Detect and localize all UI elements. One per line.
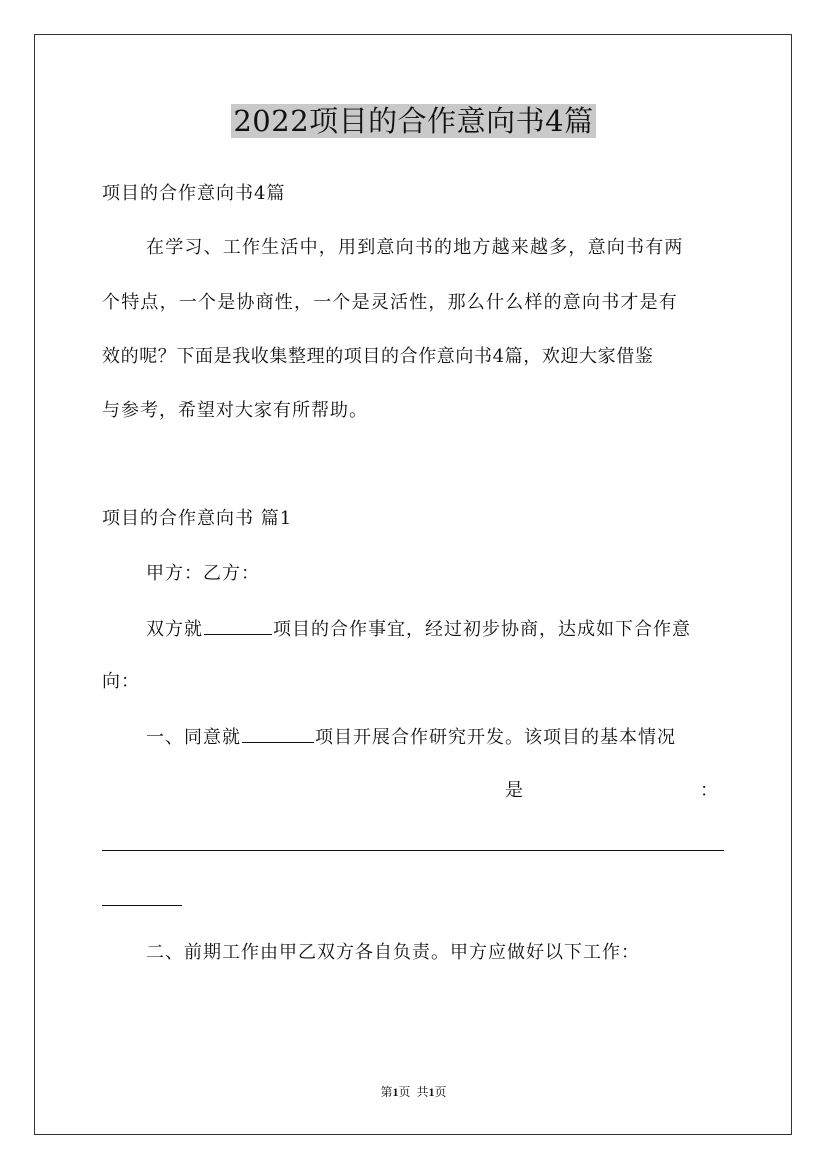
section-heading: 项目的合作意向书 篇1 [102, 508, 293, 529]
document-title [0, 101, 827, 141]
item-1-text-after: 项目开展合作研究开发。该项目的基本情况 [315, 727, 676, 748]
footer-page-suffix: 页 [434, 1085, 447, 1099]
blank-field-description-line-1[interactable] [102, 850, 724, 851]
paragraph-1-text-before: 双方就 [146, 619, 203, 640]
footer-page-prefix: 第 [380, 1085, 393, 1099]
item-1-text-before: 一、同意就 [146, 727, 241, 748]
footer-page-mid: 页 共 [398, 1085, 429, 1099]
intro-line-1 [146, 236, 724, 260]
footer-page-number: 1 [392, 1085, 399, 1099]
intro-line-4: 与参考，希望对大家有所帮助。 [102, 400, 368, 421]
intro-line-2 [102, 291, 724, 315]
intro-line-1-text: 在学习、工作生活中，用到意向书的地方越来越多，意向书有两 [146, 237, 684, 258]
blank-field-project-name[interactable] [204, 616, 272, 635]
intro-line-3 [102, 345, 724, 369]
intro-line-2-text: 个特点，一个是协商性，一个是灵活性，那么什么样的意向书才是有 [102, 292, 678, 313]
document-title-text: 2022项目的合作意向书4篇 [233, 104, 594, 138]
blank-field-project[interactable] [242, 724, 314, 743]
blank-field-description-line-2[interactable] [102, 905, 182, 906]
item-1-line-1 [146, 724, 676, 750]
paragraph-1-line-1 [146, 616, 691, 642]
item-1-is-label: 是 [505, 780, 524, 801]
parties-line: 甲方：乙方： [146, 563, 260, 584]
paragraph-1-line-2: 向： [102, 671, 140, 692]
intro-line-3-text: 效的呢？下面是我收集整理的项目的合作意向书4篇，欢迎大家借鉴 [102, 346, 654, 367]
item-2-line: 二、前期工作由甲乙双方各自负责。甲方应做好以下工作： [146, 942, 640, 963]
item-1-colon: ： [700, 780, 719, 801]
page-footer [0, 1084, 827, 1100]
paragraph-1-text-after: 项目的合作事宜，经过初步协商，达成如下合作意 [273, 619, 691, 640]
document-subtitle: 项目的合作意向书4篇 [102, 183, 286, 204]
footer-page-total: 1 [428, 1085, 435, 1099]
